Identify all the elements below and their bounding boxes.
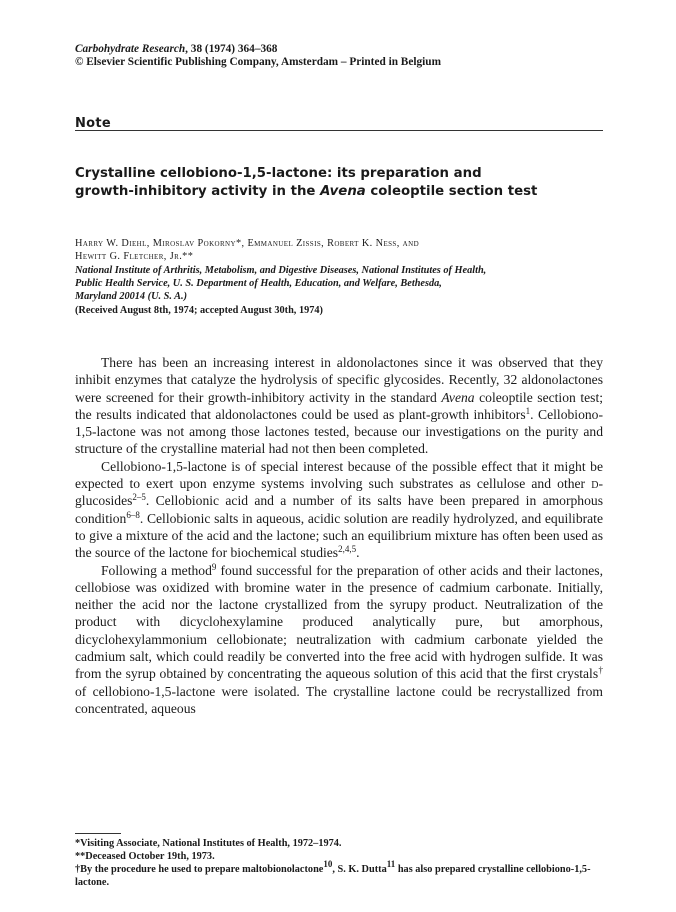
received-dates: (Received August 8th, 1974; accepted August 30th, 1974) [75,305,323,316]
title-italic-genus: Avena [320,184,366,199]
citation-line [75,43,441,56]
reference-superscript: 1 [525,405,531,416]
footnote-rule [75,833,121,834]
affiliation-line-1: National Institute of Arthritis, Metabolism, and Digestive Diseases, National Institutes of Health, [75,265,487,276]
reference-superscript: 6–8 [126,509,140,520]
text-run: Cellobiono-1,5-lactone is of special interest because of the possible effect that it might be expected to exert upon enzyme systems involving such substrates as cellulose and other [75,458,603,492]
text-run: Following a method [101,562,212,578]
affiliation-line-3: Maryland 20014 (U. S. A.) [75,291,188,302]
text-run: †By the procedure he used to prepare maltobionolactone [75,864,324,875]
paragraph-1 [75,354,603,458]
footnote-marker: † [598,665,603,676]
paragraph-3 [75,562,603,718]
reference-superscript: 10 [323,859,333,869]
title-text-end: coleoptile section test [365,184,538,199]
reference-superscript: 2,4,5 [338,544,357,555]
footnote-3 [75,859,603,889]
authors-line-2: Hewitt G. Fletcher, Jr.** [75,251,194,262]
publisher-line: © Elsevier Scientific Publishing Company, Amsterdam – Printed in Belgium [75,56,441,68]
title-line-2 [75,183,537,201]
affiliation [75,264,603,303]
paragraph-2 [75,458,603,562]
reference-superscript: 9 [211,561,217,572]
journal-name: Carbohydrate Research [75,43,186,55]
reference-superscript: 2–5 [132,492,146,503]
authors-line-1: Harry W. Diehl, Miroslav Pokorny*, Emmanuel Zissis, Robert K. Ness, and [75,238,420,249]
article-body [75,354,603,717]
title-text: growth-inhibitory activity in the [75,184,321,199]
footnote-1: *Visiting Associate, National Institutes of Health, 1972–1974. [75,838,342,849]
text-run: has also prepared crystalline cellobiono-1,5-lactone. [75,864,591,888]
text-run: . [356,545,360,561]
article-title [75,165,537,201]
footnote-2: **Deceased October 19th, 1973. [75,851,215,862]
title-line-1: Crystalline cellobiono-1,5-lactone: its preparation and [75,166,482,181]
text-run: -glucosides [75,476,603,509]
section-label: Note [75,116,112,131]
text-run: coleoptile section test; the results indicated that aldonolactones could be used as plant-growth inhibitors [75,389,603,422]
text-run: . Cellobionic acid and a number of its salts have been prepared in amorphous condition [75,493,603,526]
author-list [75,237,603,263]
text-run: found successful for the preparation of other acids and their lactones, cellobiose was oxidized with bromine water in the presence of cadmium carbonate. Initially, neither the acid nor the lactone crystallized from the syrupy product. Neutralization of the product with dicyclohexylamine produced analytically pure, but amorphous, dicyclohexylammonium cellobionate; neutralization with cadmium carbonate yielded the cadmium salt, which could readily be converted into the free acid with hydrogen sulfide. It was from the syrup obtained by concentrating the aqueous solution of this acid that the first crystals [75,562,603,682]
text-run: . Cellobionic salts in aqueous, acidic solution are readily hydrolyzed, and equilibrate to give a mixture of the acid and the lactone; such an equilibrium mixture has often been used as the source of the lactone for biochemical studies [75,510,603,561]
journal-citation: , 38 (1974) 364–368 [185,43,278,55]
text-run: . Cellobiono-1,5-lactone was not among those lactones tested, because our investigations on the purity and structure of the crystalline material had not then been completed. [75,406,603,457]
text-run: , S. K. Dutta [332,864,387,875]
journal-header [75,43,441,69]
header-rule [75,130,603,131]
text-run: of cellobiono-1,5-lactone were isolated. The crystalline lactone could be recrystallized from concentrated, aqueous [75,683,603,716]
footnotes [75,837,603,889]
affiliation-line-2: Public Health Service, U. S. Department of Health, Education, and Welfare, Bethesda, [75,278,442,289]
reference-superscript: 11 [386,859,396,869]
text-run: There has been an increasing interest in aldonolactones since it was observed that they inhibit enzymes that catalyze the hydrolysis of specific glycosides. Recently, 32 aldonolactones were screened for their growth-inhibitory activity in the standard [75,355,603,405]
italic-genus: Avena [441,389,475,405]
small-caps-prefix: d [591,476,599,492]
